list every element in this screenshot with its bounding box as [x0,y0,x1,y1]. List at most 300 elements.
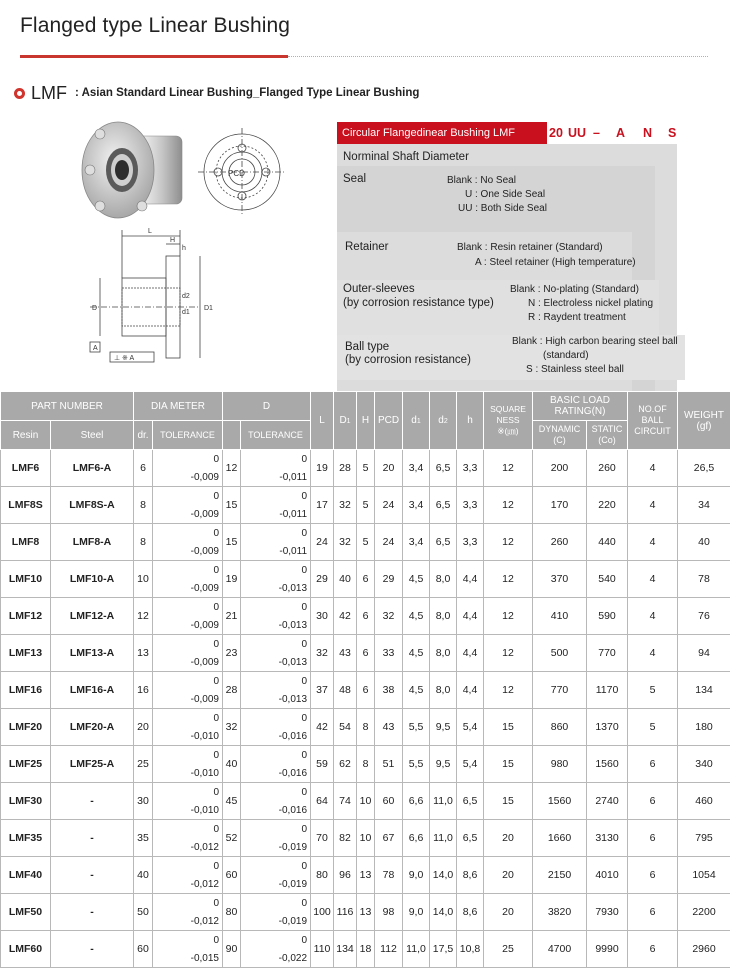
retainer-label: Retainer [345,241,389,253]
code-part-seal: UU [568,126,587,140]
header-L: L [311,392,334,450]
cell-cir: 6 [628,820,678,857]
tolerance-cell [153,561,223,598]
tolerance-upper: 0 [213,935,219,946]
cell-d1: 3,4 [403,450,430,487]
cell-pcd: 20 [375,450,403,487]
cell-d1: 116 [334,894,357,931]
product-photo [82,122,182,218]
cell-steel: - [51,931,134,968]
cell-l: 32 [311,635,334,672]
cell-sta: 3130 [587,820,628,857]
tolerance-cell [241,894,311,931]
tolerance-cell [241,561,311,598]
tolerance-upper: 0 [213,454,219,465]
cell-wt: 180 [678,709,730,746]
cell-d1: 43 [334,635,357,672]
cell-sq: 20 [484,857,533,894]
cell-d: 15 [223,487,241,524]
tolerance-upper: 0 [301,639,308,650]
cell-h: 6 [357,672,375,709]
cell-pcd: 112 [375,931,403,968]
svg-text:D: D [92,305,98,312]
cell-wt: 26,5 [678,450,730,487]
tolerance-upper: 0 [301,565,308,576]
svg-text:A: A [93,345,98,352]
cell-h: 6 [357,561,375,598]
svg-text:H: H [170,237,176,244]
cell-l: 37 [311,672,334,709]
cell-sq: 15 [484,746,533,783]
seal-label: Seal [343,173,367,185]
cell-sta: 220 [587,487,628,524]
cell-d2: 14,0 [430,857,457,894]
table-row [1,931,730,968]
cell-h: 8,6 [457,857,484,894]
outer-option: R : Raydent treatment [528,312,626,323]
cell-dr: 8 [134,487,153,524]
cell-pcd: 60 [375,783,403,820]
cell-d: 32 [223,709,241,746]
cell-l: 17 [311,487,334,524]
cell-cir: 4 [628,487,678,524]
header-D-tolerance: TOLERANCE [241,421,311,450]
cell-sta: 1170 [587,672,628,709]
bullet-icon [14,88,25,99]
cell-d1: 4,5 [403,598,430,635]
product-code: LMF [31,82,67,103]
cell-h: 3,3 [457,524,484,561]
header-diameter: DIA METER [134,392,223,421]
seal-option: U : One Side Seal [465,189,546,200]
tolerance-cell [241,450,311,487]
cell-d1: 5,5 [403,746,430,783]
cell-wt: 34 [678,487,730,524]
cell-h: 8 [357,746,375,783]
table-row [1,894,730,931]
cell-dyn: 170 [533,487,587,524]
cell-cir: 5 [628,672,678,709]
tolerance-lower: -0,010 [190,805,219,816]
tolerance-upper: 0 [213,565,219,576]
cell-d1: 62 [334,746,357,783]
cell-resin: LMF6 [1,450,51,487]
header-resin: Resin [1,421,51,450]
tolerance-lower: -0,019 [278,916,308,927]
cell-sta: 590 [587,598,628,635]
cell-pcd: 24 [375,524,403,561]
cell-wt: 460 [678,783,730,820]
tolerance-lower: -0,019 [278,842,308,853]
cell-d1: 3,4 [403,524,430,561]
ordering-code-panel [337,122,685,380]
cell-d1: 74 [334,783,357,820]
cell-sq: 15 [484,709,533,746]
outer-option: Blank : No-plating (Standard) [510,284,639,295]
cell-l: 110 [311,931,334,968]
cell-h: 13 [357,894,375,931]
cell-pcd: 43 [375,709,403,746]
cell-wt: 1054 [678,857,730,894]
code-part-outer: N [643,126,653,140]
tolerance-lower: -0,012 [190,916,219,927]
cell-resin: LMF16 [1,672,51,709]
nominal-label: Norminal Shaft Diameter [343,151,469,163]
cell-dr: 60 [134,931,153,968]
cell-h: 5 [357,450,375,487]
cell-sta: 540 [587,561,628,598]
title-underline [20,55,288,58]
cell-sq: 12 [484,450,533,487]
cell-steel: LMF8-A [51,524,134,561]
header-dr: dr. [134,421,153,450]
tolerance-lower: -0,011 [279,509,308,520]
tolerance-upper: 0 [301,676,308,687]
cell-d1: 32 [334,524,357,561]
tolerance-upper: 0 [301,528,308,539]
cell-wt: 2960 [678,931,730,968]
cell-pcd: 38 [375,672,403,709]
tolerance-upper: 0 [213,787,219,798]
tolerance-cell [153,672,223,709]
cell-steel: LMF10-A [51,561,134,598]
tolerance-upper: 0 [301,454,308,465]
cell-h: 4,4 [457,672,484,709]
cell-h: 10,8 [457,931,484,968]
tolerance-cell [241,709,311,746]
table-row [1,598,730,635]
tolerance-lower: -0,009 [190,546,219,557]
cell-d: 15 [223,524,241,561]
cell-l: 64 [311,783,334,820]
cell-resin: LMF10 [1,561,51,598]
table-row [1,635,730,672]
cell-steel: - [51,820,134,857]
ball-option: S : Stainless steel ball [526,364,624,375]
table-row [1,783,730,820]
cell-pcd: 24 [375,487,403,524]
cell-cir: 6 [628,746,678,783]
cell-wt: 76 [678,598,730,635]
cell-d: 80 [223,894,241,931]
tolerance-cell [241,746,311,783]
cell-d: 60 [223,857,241,894]
cell-d2: 11,0 [430,783,457,820]
tolerance-lower: -0,011 [279,546,308,557]
tolerance-lower: -0,010 [190,768,219,779]
cell-d1: 42 [334,598,357,635]
cell-d1: 9,0 [403,857,430,894]
seal-option: UU : Both Side Seal [458,203,547,214]
cell-d2: 8,0 [430,561,457,598]
tolerance-upper: 0 [213,528,219,539]
retainer-option: Blank : Resin retainer (Standard) [457,242,603,253]
cell-d1: 6,6 [403,783,430,820]
cell-pcd: 32 [375,598,403,635]
cell-cir: 6 [628,783,678,820]
cell-resin: LMF40 [1,857,51,894]
cell-h: 3,3 [457,487,484,524]
cell-l: 29 [311,561,334,598]
cell-resin: LMF25 [1,746,51,783]
cell-resin: LMF8 [1,524,51,561]
tolerance-upper: 0 [301,861,308,872]
cell-cir: 4 [628,635,678,672]
cell-d: 21 [223,598,241,635]
cell-dyn: 4700 [533,931,587,968]
cell-l: 30 [311,598,334,635]
header-d2: d2 [430,392,457,450]
cell-cir: 5 [628,709,678,746]
cell-sq: 20 [484,894,533,931]
cell-cir: 6 [628,931,678,968]
header-steel: Steel [51,421,134,450]
header-static: STATIC (Co) [587,421,628,450]
tolerance-lower: -0,015 [190,953,219,964]
tolerance-upper: 0 [301,787,308,798]
cell-dyn: 1560 [533,783,587,820]
code-header [337,122,547,144]
cell-dr: 50 [134,894,153,931]
tolerance-upper: 0 [301,713,308,724]
tolerance-upper: 0 [213,713,219,724]
cell-sta: 440 [587,524,628,561]
cell-resin: LMF20 [1,709,51,746]
tolerance-upper: 0 [213,639,219,650]
code-part-retainer: A [616,126,626,140]
cell-d1: 4,5 [403,672,430,709]
cell-sta: 2740 [587,783,628,820]
cell-wt: 134 [678,672,730,709]
product-description: : Asian Standard Linear Bushing_Flanged Type Linear Bushing [75,87,420,99]
cell-d: 40 [223,746,241,783]
cell-d: 28 [223,672,241,709]
tolerance-upper: 0 [301,898,308,909]
tolerance-lower: -0,012 [190,842,219,853]
cell-d1: 96 [334,857,357,894]
cell-resin: LMF13 [1,635,51,672]
header-H: H [357,392,375,450]
cell-h: 5,4 [457,746,484,783]
tolerance-lower: -0,009 [190,694,219,705]
cell-pcd: 29 [375,561,403,598]
tolerance-upper: 0 [213,491,219,502]
svg-text:D1: D1 [204,305,213,312]
cell-d2: 11,0 [430,820,457,857]
cell-d1: 134 [334,931,357,968]
specification-table [0,391,730,968]
cell-d1: 4,5 [403,635,430,672]
cell-d1: 48 [334,672,357,709]
cell-d2: 8,0 [430,672,457,709]
table-row [1,709,730,746]
tolerance-upper: 0 [213,602,219,613]
tolerance-cell [241,820,311,857]
cell-h: 6,5 [457,783,484,820]
cell-l: 100 [311,894,334,931]
tolerance-lower: -0,009 [190,620,219,631]
cell-sq: 12 [484,635,533,672]
code-part-dash: – [593,126,600,140]
ball-type-label: Ball type [345,341,390,353]
tolerance-lower: -0,016 [278,805,308,816]
cell-sta: 1370 [587,709,628,746]
cell-d1: 4,5 [403,561,430,598]
cell-l: 19 [311,450,334,487]
tolerance-lower: -0,009 [190,472,219,483]
cell-d: 12 [223,450,241,487]
cell-sq: 12 [484,561,533,598]
cell-wt: 340 [678,746,730,783]
cell-h: 5 [357,487,375,524]
tolerance-lower: -0,013 [278,583,308,594]
header-D-blank [223,421,241,450]
cell-d1: 9,0 [403,894,430,931]
cell-h: 4,4 [457,561,484,598]
header-D1: D1 [334,392,357,450]
cell-h: 4,4 [457,635,484,672]
cell-resin: LMF30 [1,783,51,820]
tolerance-cell [153,783,223,820]
cell-dyn: 2150 [533,857,587,894]
cell-h: 5 [357,524,375,561]
cell-wt: 2200 [678,894,730,931]
cell-steel: - [51,894,134,931]
header-squareness: SQUARE NESS ※(㎛) [484,392,533,450]
retainer-option: A : Steel retainer (High temperature) [475,257,636,268]
cell-d: 19 [223,561,241,598]
outer-sleeves-sublabel: (by corrosion resistance type) [343,297,494,309]
code-part-ball: S [668,126,677,140]
header-D: D [223,392,311,421]
cell-sta: 7930 [587,894,628,931]
cell-wt: 78 [678,561,730,598]
tolerance-cell [241,857,311,894]
cell-sta: 4010 [587,857,628,894]
cell-d1: 32 [334,487,357,524]
ball-option: (standard) [543,350,589,361]
tolerance-lower: -0,019 [278,879,308,890]
ball-option: Blank : High carbon bearing steel ball [512,336,678,347]
cell-d1: 11,0 [403,931,430,968]
cell-d2: 9,5 [430,709,457,746]
header-basic-load: BASIC LOAD RATING(N) [533,392,628,421]
tolerance-cell [153,894,223,931]
cell-l: 70 [311,820,334,857]
tolerance-cell [241,635,311,672]
cell-sq: 12 [484,598,533,635]
cell-sq: 12 [484,487,533,524]
cell-dyn: 980 [533,746,587,783]
cell-d2: 6,5 [430,524,457,561]
cell-sq: 15 [484,783,533,820]
cell-d2: 17,5 [430,931,457,968]
cell-h: 5,4 [457,709,484,746]
cell-h: 18 [357,931,375,968]
cell-h: 4,4 [457,598,484,635]
cell-dyn: 770 [533,672,587,709]
cell-resin: LMF60 [1,931,51,968]
tolerance-cell [153,746,223,783]
cell-cir: 4 [628,561,678,598]
table-row [1,857,730,894]
cell-d2: 6,5 [430,487,457,524]
cell-dyn: 500 [533,635,587,672]
cell-h: 13 [357,857,375,894]
tolerance-cell [153,931,223,968]
outer-sleeves-label: Outer-sleeves [343,283,415,295]
cell-steel: LMF6-A [51,450,134,487]
cell-d2: 14,0 [430,894,457,931]
cell-wt: 40 [678,524,730,561]
code-part-size: 20 [549,126,563,140]
tolerance-cell [241,783,311,820]
table-row [1,561,730,598]
cell-dr: 20 [134,709,153,746]
svg-text:⊥ ※ A: ⊥ ※ A [114,355,135,362]
tolerance-cell [153,635,223,672]
table-row [1,746,730,783]
title-dotted-rule [288,56,708,57]
cell-pcd: 78 [375,857,403,894]
code-header-label: Circular Flangedinear Bushing LMF [337,122,547,144]
cell-steel: LMF12-A [51,598,134,635]
cell-dr: 10 [134,561,153,598]
cell-dr: 30 [134,783,153,820]
cell-steel: - [51,783,134,820]
tolerance-cell [153,487,223,524]
cell-steel: LMF20-A [51,709,134,746]
cell-pcd: 98 [375,894,403,931]
cell-sq: 12 [484,672,533,709]
cell-dr: 12 [134,598,153,635]
tolerance-lower: -0,009 [190,583,219,594]
cell-d: 90 [223,931,241,968]
pcd-label: PCD [228,169,245,178]
cell-sq: 25 [484,931,533,968]
tolerance-cell [241,598,311,635]
tolerance-upper: 0 [213,824,219,835]
ball-type-sublabel: (by corrosion resistance) [345,354,471,366]
page-title: Flanged type Linear Bushing [20,14,291,37]
tolerance-lower: -0,016 [278,731,308,742]
cell-cir: 4 [628,450,678,487]
cell-d1: 40 [334,561,357,598]
cell-resin: LMF8S [1,487,51,524]
cell-d1: 3,4 [403,487,430,524]
cell-d2: 8,0 [430,635,457,672]
table-row [1,672,730,709]
tolerance-upper: 0 [213,898,219,909]
cell-cir: 4 [628,598,678,635]
tolerance-upper: 0 [213,750,219,761]
tolerance-lower: -0,009 [190,509,219,520]
cell-sta: 770 [587,635,628,672]
tolerance-lower: -0,011 [279,472,308,483]
table-row [1,450,730,487]
cell-dyn: 410 [533,598,587,635]
cell-sta: 1560 [587,746,628,783]
cell-h: 8 [357,709,375,746]
header-PCD: PCD [375,392,403,450]
header-weight: WEIGHT (gf) [678,392,730,450]
tolerance-upper: 0 [213,861,219,872]
tolerance-lower: -0,009 [190,657,219,668]
svg-text:d2: d2 [182,293,190,300]
product-subheading [14,82,419,104]
cell-dr: 40 [134,857,153,894]
cell-d1: 5,5 [403,709,430,746]
